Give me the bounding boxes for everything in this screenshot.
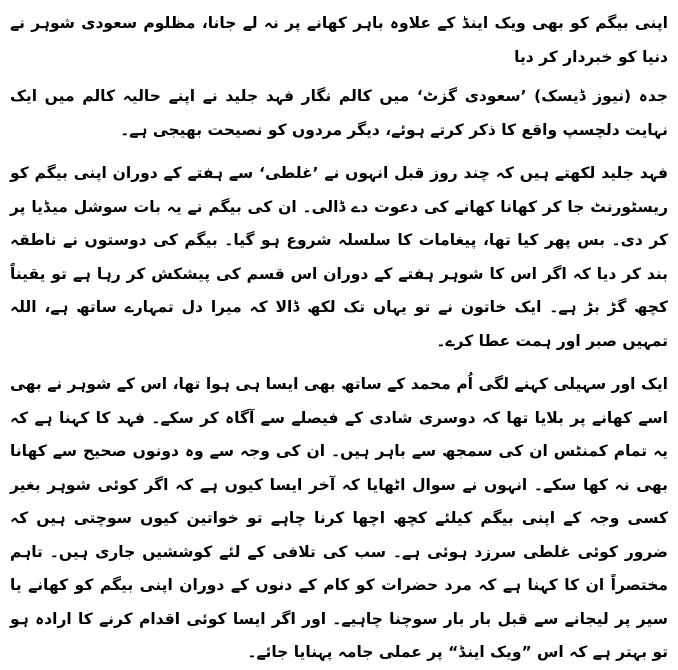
- article-paragraph-3: ایک اور سہیلی کہنے لگی اُم محمد کے ساتھ بھی ایسا ہی ہوا تھا، اس کے شوہر نے بھی اسے کھانے پر بلایا تھا کہ دوسری شادی کے فیصلے سے آگاہ کر سکے۔ فہد کا کہنا ہے کہ یہ تمام کمنٹس ان کی سمجھ سے باہر ہیں۔ ان کی وجہ سے وہ دونوں صحیح سے کھانا بھی نہ کھا سکے۔ انہوں نے سوال اٹھایا کہ آخر ایسا کیوں ہے کہ اگر کوئی شوہر بغیر کسی وجہ کے اپنی بیگم کیلئے کچھ اچھا کرنا چاہے تو خواتین کیوں سوچتی ہیں کہ ضرور کوئی غلطی سرزد ہوئی ہے۔ سب کی تلافی کے لئے کوششیں جاری ہیں۔ تاہم مختصراً ان کا کہنا ہے کہ مرد حضرات کو کام کے دنوں کے دوران اپنی بیگم کو کھانے یا سیر پر لیجانے سے قبل بار بار سوچنا چاہیے۔ اور اگر ایسا کوئی اقدام کرنے کا ارادہ ہو تو بہتر ہے کہ اس ”ویک اینڈ“ پر عملی جامہ پہنایا جائے۔: [10, 375, 668, 661]
- article-paragraph-2: فہد جلید لکھتے ہیں کہ چند روز قبل انہوں نے ’غلطی‘ سے ہفتے کے دوران اپنی بیگم کو ریسٹورنٹ جا کر کھانا کھانے کی دعوت دے ڈالی۔ ان کی بیگم نے یہ بات سوشل میڈیا پر کر دی۔ بس پھر کیا تھا، پیغامات کا سلسلہ شروع ہو گیا۔ بیگم کی دوستوں نے ناطقہ بند کر دیا کہ اگر اس کا شوہر ہفتے کے دوران اس قسم کی پیشکش کر رہا ہے تو یقیناً کچھ گڑ بڑ ہے۔ ایک خاتون نے تو یہاں تک لکھ ڈالا کہ میرا دل تمہارے ساتھ ہے، اللہ تمہیں صبر اور ہمت عطا کرے۔: [10, 164, 668, 350]
- article-title: اپنی بیگم کو بھی ویک اینڈ کے علاوہ باہر کھانے پر نہ لے جانا، مظلوم سعودی شوہر نے دنیا کو خبردار کر دیا: [10, 14, 668, 66]
- article-paragraph-1: جدہ (نیوز ڈیسک) ’سعودی گزٹ‘ میں کالم نگار فہد جلید نے اپنے حالیہ کالم میں ایک نہایت دلچسپ واقع کا ذکر کرتے ہوئے، دیگر مردوں کو نصیحت بھیجی ہے۔: [10, 87, 668, 139]
